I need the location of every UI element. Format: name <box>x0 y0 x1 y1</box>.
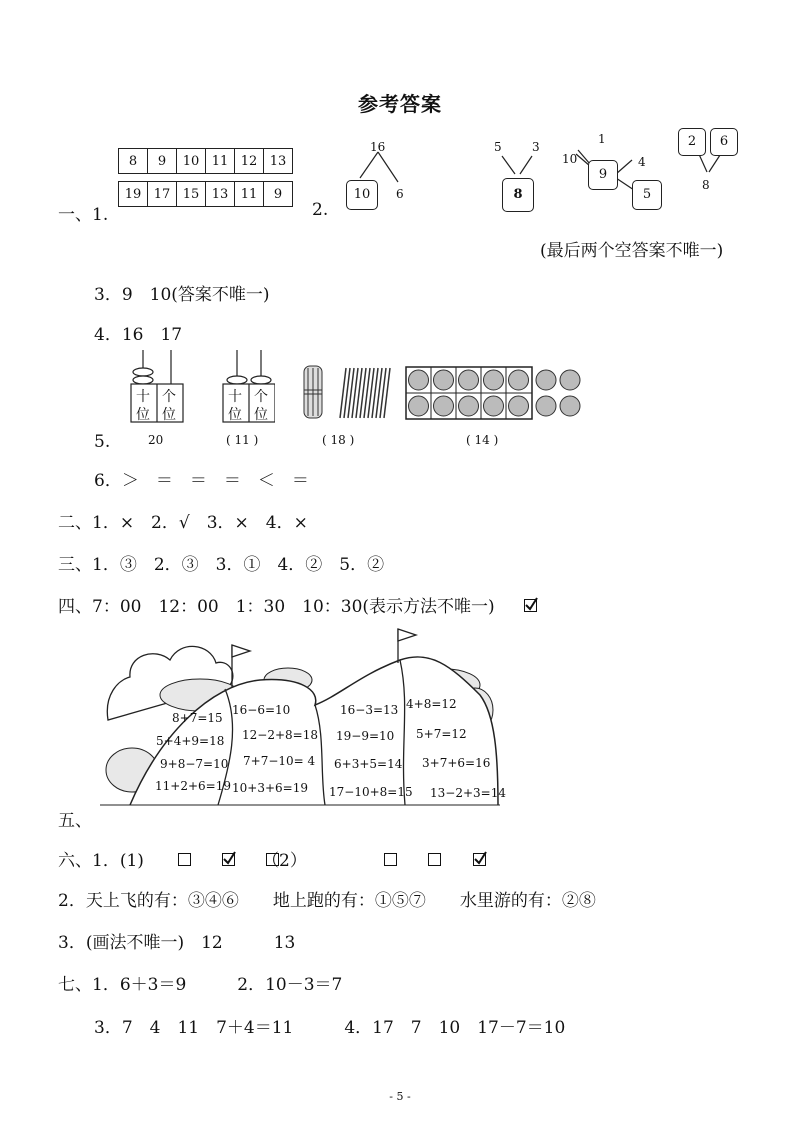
q5-caption-1: 20 <box>148 433 164 447</box>
abacus2-wei-1: 位 <box>228 407 242 423</box>
grid-cell: 9 <box>264 182 293 207</box>
abacus2-ones: 个 <box>254 389 268 405</box>
note-not-unique: (最后两个空答案不唯一) <box>540 241 724 261</box>
right-eq-3: 3+7+6=16 <box>422 756 491 770</box>
mid-eq-2: 12−2+8=18 <box>242 728 318 742</box>
mid2-eq-2: 19−9=10 <box>336 729 395 743</box>
q5-label: 5. <box>94 432 111 452</box>
q5-caption-3: ( 18 ) <box>322 433 355 447</box>
section-7-q3: 3．7 4 11 7＋4＝11 4．17 7 10 17－7＝10 <box>94 1018 566 1038</box>
grid-cell: 9 <box>148 149 177 174</box>
q5-caption-4: ( 14 ) <box>466 433 499 447</box>
tree1-top: 16 <box>370 140 386 154</box>
number-grid-row-2 <box>118 181 293 207</box>
left-eq-3: 9+8−7=10 <box>160 757 229 771</box>
grid-cell: 13 <box>206 182 235 207</box>
checked-box-icon <box>473 853 486 866</box>
tree3-box: 9 <box>588 160 618 190</box>
right-eq-2: 5+7=12 <box>416 727 467 741</box>
mid2-eq-3: 6+3+5=14 <box>334 757 403 771</box>
grid-cell: 10 <box>177 149 206 174</box>
mid-eq-3: 7+7−10= 4 <box>243 754 316 768</box>
abacus1-wei-2: 位 <box>162 407 176 423</box>
grid-cell: 12 <box>235 149 264 174</box>
right-eq-4: 13−2+3=14 <box>430 786 506 800</box>
q5-caption-2: ( 11 ) <box>226 433 259 447</box>
tree2-box: 8 <box>502 178 534 212</box>
grid-cell: 8 <box>119 149 148 174</box>
section-2-answer: 二、1．× 2．√ 3．× 4．× <box>58 513 308 533</box>
section-1-label: 一、1. <box>58 205 109 225</box>
abacus-20 <box>125 348 185 424</box>
section-7-q1: 七、1．6＋3＝9 2．10－3＝7 <box>58 975 343 995</box>
tree1-right: 6 <box>396 187 404 201</box>
mid-eq-4: 10+3+6=19 <box>232 781 308 795</box>
ball-boxes <box>405 366 585 422</box>
section-6-q3: 3．(画法不唯一) 12 13 <box>58 933 296 953</box>
page-title: 参考答案 <box>358 92 442 116</box>
tree4-box-2: 6 <box>710 128 738 156</box>
mid-eq-1: 16−6=10 <box>232 703 291 717</box>
abacus1-ones: 个 <box>162 389 176 405</box>
section-6-q1-label: 六、1．(1) <box>58 851 144 871</box>
grid-cell: 19 <box>119 182 148 207</box>
tree1-box: 10 <box>346 180 378 210</box>
grid-cell: 11 <box>235 182 264 207</box>
left-eq-2: 5+4+9=18 <box>156 734 225 748</box>
section-4-answer: 四、7：00 12：00 1：30 10：30(表示方法不唯一) <box>58 597 495 617</box>
tree3-right: 4 <box>638 155 646 169</box>
tree3-left: 10 <box>562 152 578 166</box>
q4-answer: 4．16 17 <box>94 325 183 345</box>
tree4-bottom: 8 <box>702 178 710 192</box>
q2-label: 2. <box>312 200 329 220</box>
grid-cell: 11 <box>206 149 235 174</box>
left-eq-1: 8+7=15 <box>172 711 223 725</box>
mid2-eq-1: 16−3=13 <box>340 703 399 717</box>
section-6-part2-label: （2） <box>262 851 307 871</box>
number-grid-row-1 <box>118 148 293 174</box>
right-eq-1: 4+8=12 <box>406 697 457 711</box>
tree3-top: 1 <box>598 132 606 146</box>
mid2-eq-4: 17−10+8=15 <box>329 785 413 799</box>
checked-box-icon <box>524 599 537 612</box>
tree2-left: 5 <box>494 140 502 154</box>
grid-cell: 13 <box>264 149 293 174</box>
tree3-box-2: 5 <box>632 180 662 210</box>
tree2-right: 3 <box>532 140 540 154</box>
empty-box-icon <box>178 853 191 866</box>
q6-answer: 6．＞ ＝ ＝ ＝ ＜ ＝ <box>94 471 309 491</box>
checked-box-icon <box>222 853 235 866</box>
empty-box-icon <box>384 853 397 866</box>
page-number: - 5 - <box>389 1090 411 1103</box>
section-6-q2: 2．天上飞的有：③④⑥ 地上跑的有：①⑤⑦ 水里游的有：②⑧ <box>58 891 596 911</box>
q3-answer: 3．9 10(答案不唯一) <box>94 285 270 305</box>
tree4-box-1: 2 <box>678 128 706 156</box>
section-5-label: 五、 <box>58 811 92 831</box>
grid-cell: 15 <box>177 182 206 207</box>
section-3-answer: 三、1．③ 2．③ 3．① 4．② 5．② <box>58 555 385 575</box>
grid-cell: 17 <box>148 182 177 207</box>
abacus2-tens: 十 <box>228 389 242 405</box>
abacus1-tens: 十 <box>136 389 150 405</box>
stick-bundles <box>298 362 396 422</box>
abacus2-wei-2: 位 <box>254 407 268 423</box>
left-eq-4: 11+2+6=19 <box>155 779 231 793</box>
empty-box-icon <box>428 853 441 866</box>
abacus1-wei-1: 位 <box>136 407 150 423</box>
